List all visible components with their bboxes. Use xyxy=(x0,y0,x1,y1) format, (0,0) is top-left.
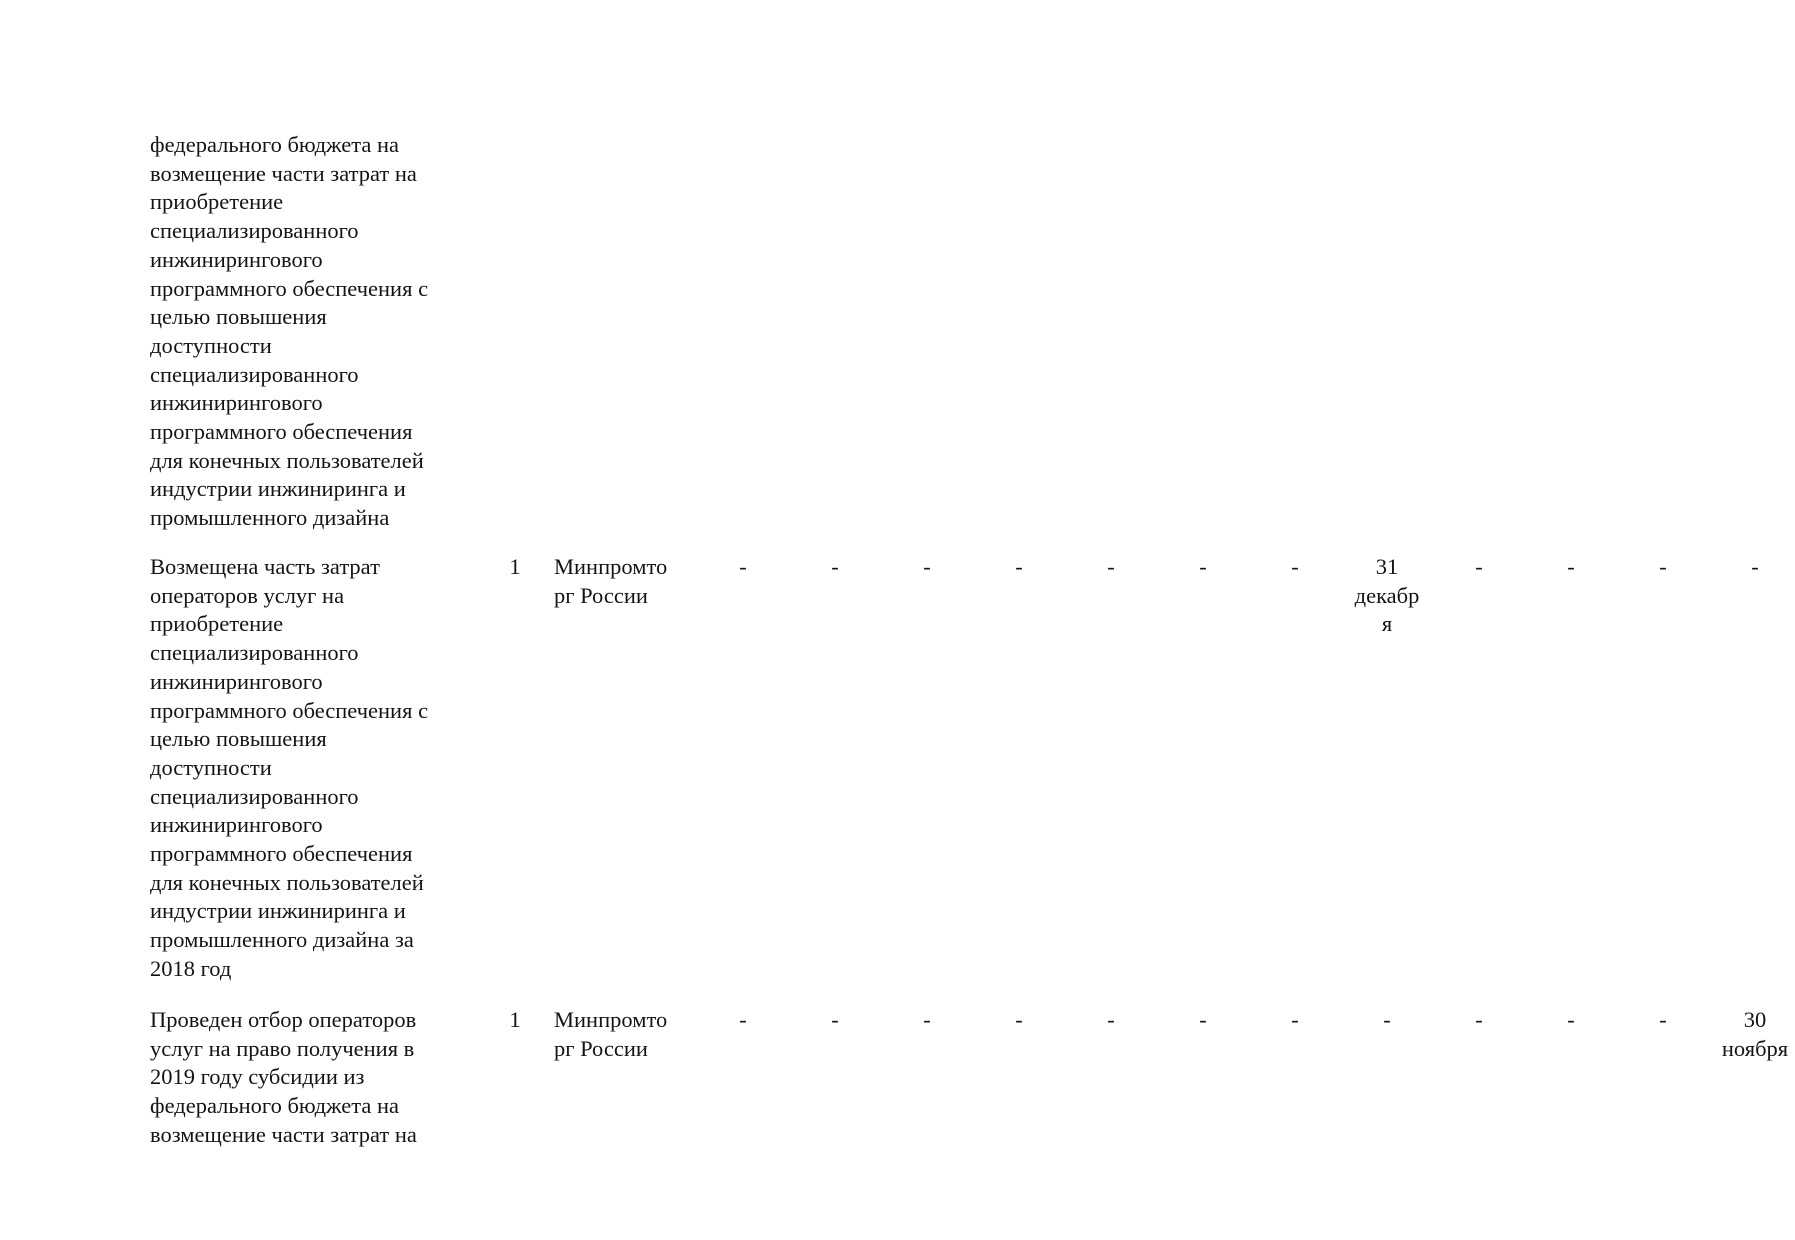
month-cell: - xyxy=(1659,1007,1667,1032)
month-cell: - xyxy=(1383,1007,1391,1032)
row-number: 1 xyxy=(509,1007,521,1032)
month-cell: - xyxy=(1751,554,1759,579)
month-cell: - xyxy=(1107,1007,1115,1032)
month-cell: - xyxy=(1015,554,1023,579)
month-cell: - xyxy=(1291,1007,1299,1032)
month-cell: 30 ноября xyxy=(1721,1007,1789,1061)
month-cell: - xyxy=(1199,1007,1207,1032)
month-cell: 31 декабр я xyxy=(1354,554,1420,637)
month-cell: - xyxy=(831,554,839,579)
event-description: Возмещена часть затрат операторов услуг на приобретение специализированного инжинирингового программного обеспечения с целью повышения доступности специализированного инжинирингового программного обеспечения для конечных пользователей индустрии инжиниринга и промышленного дизайна за 2018 год xyxy=(150,554,429,981)
month-cell: - xyxy=(831,1007,839,1032)
row-number: 1 xyxy=(509,554,521,579)
month-cell: - xyxy=(923,554,931,579)
month-cell: - xyxy=(1567,554,1575,579)
responsible-executor: Минпромто рг России xyxy=(554,1007,668,1061)
month-cell: - xyxy=(923,1007,931,1032)
month-cell: - xyxy=(1659,554,1667,579)
event-description: Проведен отбор операторов услуг на право получения в 2019 году субсидии из федерального бюджета на возмещение части затрат на xyxy=(150,1007,417,1147)
month-cell: - xyxy=(1199,554,1207,579)
month-cell: - xyxy=(1291,554,1299,579)
month-cell: - xyxy=(1015,1007,1023,1032)
responsible-executor: Минпромто рг России xyxy=(554,554,668,608)
month-cell: - xyxy=(1107,554,1115,579)
month-cell: - xyxy=(1475,1007,1483,1032)
month-cell: - xyxy=(739,554,747,579)
event-description: федерального бюджета на возмещение части затрат на приобретение специализированного инжинирингового программного обеспечения с целью повышения доступности специализированного инжинирингового программного обеспечения для конечных пользователей индустрии инжиниринга и промышленного дизайна xyxy=(150,132,429,531)
month-cell: - xyxy=(739,1007,747,1032)
month-cell: - xyxy=(1567,1007,1575,1032)
month-cell: - xyxy=(1475,554,1483,579)
